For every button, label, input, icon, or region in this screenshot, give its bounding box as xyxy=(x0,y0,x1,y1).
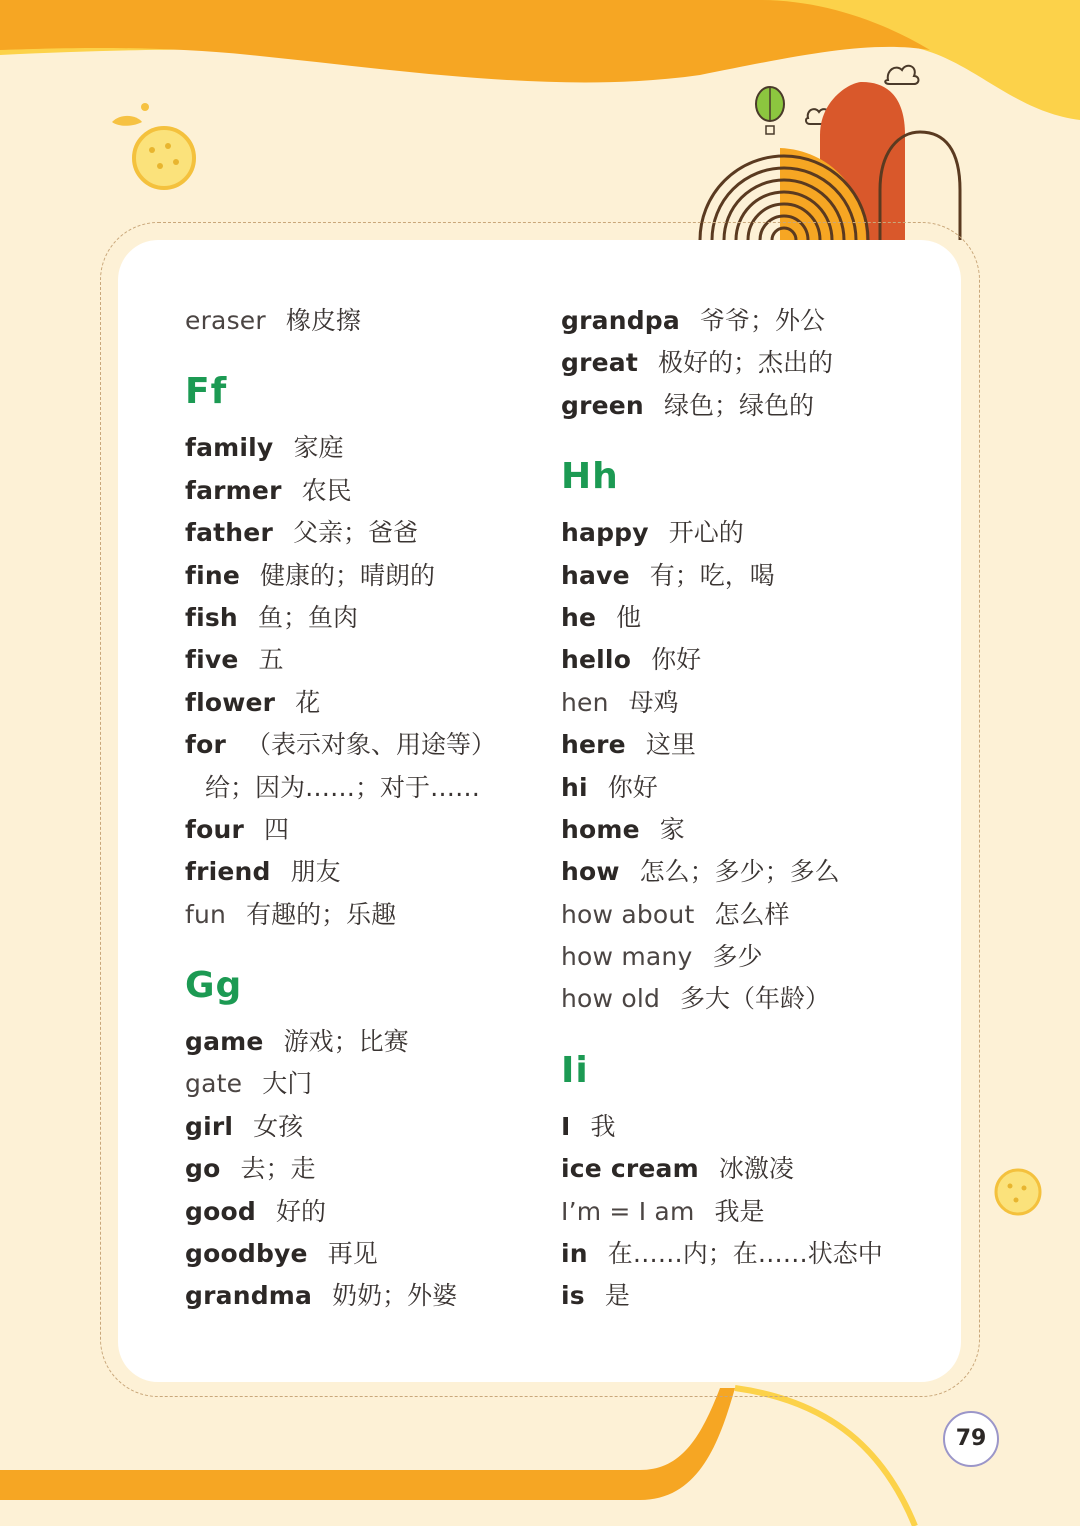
chinese-meaning: 女孩 xyxy=(253,1111,304,1141)
english-word: for xyxy=(185,730,226,760)
chinese-meaning: 我是 xyxy=(714,1196,765,1226)
english-word: girl xyxy=(185,1111,234,1141)
chinese-meaning: 健康的；晴朗的 xyxy=(260,560,436,590)
english-word: friend xyxy=(185,857,271,887)
vocab-entry-continuation xyxy=(185,767,530,809)
section-letter-heading: Hh xyxy=(561,456,619,498)
english-word: in xyxy=(561,1239,588,1269)
vocab-entry xyxy=(561,851,921,893)
chinese-meaning: 父亲；爸爸 xyxy=(292,518,418,548)
english-word: how old xyxy=(561,984,661,1014)
english-word: game xyxy=(185,1027,264,1057)
vocab-entry xyxy=(185,300,530,342)
chinese-meaning: 五 xyxy=(258,645,284,675)
english-word: fine xyxy=(185,560,240,590)
bottom-orange-band xyxy=(0,1388,735,1500)
chinese-meaning: 有趣的；乐趣 xyxy=(246,899,397,929)
vocab-entry xyxy=(185,1021,530,1063)
vocab-entry xyxy=(185,1233,530,1275)
chinese-meaning: 家庭 xyxy=(293,433,344,463)
english-word: fun xyxy=(185,899,227,929)
vocab-entry xyxy=(185,512,530,554)
vocab-entry xyxy=(185,809,530,851)
chinese-meaning: 农民 xyxy=(301,475,352,505)
english-word: grandma xyxy=(185,1281,313,1311)
english-word: five xyxy=(185,645,239,675)
vocab-entry xyxy=(561,809,921,851)
cloud-icon xyxy=(885,66,918,84)
chinese-meaning: 四 xyxy=(263,814,289,844)
chinese-meaning: 多大（年龄） xyxy=(680,984,831,1014)
english-word: happy xyxy=(561,518,649,548)
english-word: how xyxy=(561,857,620,887)
vocab-entry xyxy=(561,597,921,639)
vocab-entry xyxy=(185,597,530,639)
cookie-icon xyxy=(112,103,194,188)
vocab-entry xyxy=(185,1063,530,1105)
chinese-meaning: 开心的 xyxy=(668,518,744,548)
chinese-meaning: 绿色；绿色的 xyxy=(663,390,814,420)
english-word: is xyxy=(561,1281,585,1311)
chinese-meaning: （表示对象、用途等） xyxy=(245,730,496,760)
chinese-meaning: 怎么；多少；多么 xyxy=(639,857,840,887)
vocab-entry xyxy=(561,639,921,681)
english-word: great xyxy=(561,348,639,378)
section-letter-heading: Ff xyxy=(185,371,228,413)
english-word: hi xyxy=(561,772,588,802)
english-word: hen xyxy=(561,687,609,717)
top-orange-wave xyxy=(0,0,930,82)
vocabulary-column-right xyxy=(561,300,921,1318)
vocab-entry xyxy=(561,512,921,554)
english-word: good xyxy=(185,1196,256,1226)
chinese-meaning: 橡皮擦 xyxy=(285,306,361,335)
english-word: grandpa xyxy=(561,306,680,335)
chinese-meaning: 花 xyxy=(295,687,321,717)
english-word: green xyxy=(561,390,644,420)
bottom-yellow-curve xyxy=(735,1388,915,1526)
vocab-entry xyxy=(185,639,530,681)
vocab-entry xyxy=(561,894,921,936)
english-word: four xyxy=(185,814,244,844)
chinese-meaning: 有；吃，喝 xyxy=(649,560,775,590)
english-word: how many xyxy=(561,942,693,972)
chinese-meaning: 你好 xyxy=(607,772,658,802)
chinese-meaning: 他 xyxy=(616,602,642,632)
chinese-meaning: 朋友 xyxy=(290,857,341,887)
english-word: eraser xyxy=(185,306,266,335)
vocab-entry xyxy=(561,342,921,384)
vocabulary-column-left xyxy=(185,300,530,1318)
vocab-entry xyxy=(185,1275,530,1317)
english-word: gate xyxy=(185,1069,243,1099)
vocab-entry xyxy=(561,1106,921,1148)
chinese-meaning: 极好的；杰出的 xyxy=(658,348,834,378)
vocab-entry xyxy=(561,682,921,724)
section-letter-heading: Ii xyxy=(561,1049,589,1091)
english-word: hello xyxy=(561,645,632,675)
vocab-entry xyxy=(185,724,530,766)
vocab-entry xyxy=(561,936,921,978)
english-word: have xyxy=(561,560,630,590)
vocab-entry xyxy=(561,1275,921,1317)
chinese-meaning: 大门 xyxy=(262,1069,313,1099)
english-word: home xyxy=(561,814,640,844)
chinese-meaning: 给；因为……；对于…… xyxy=(205,772,481,802)
english-word: farmer xyxy=(185,475,282,505)
vocab-entry xyxy=(185,1106,530,1148)
vocab-entry xyxy=(185,682,530,724)
english-word: go xyxy=(185,1154,221,1184)
english-word: I xyxy=(561,1111,571,1141)
chinese-meaning: 游戏；比赛 xyxy=(283,1027,409,1057)
chinese-meaning: 家 xyxy=(659,814,685,844)
vocab-entry xyxy=(561,300,921,342)
chinese-meaning: 鱼；鱼肉 xyxy=(257,602,358,632)
english-word: here xyxy=(561,730,626,760)
vocab-entry xyxy=(185,894,530,936)
hot-air-balloon-icon xyxy=(756,87,784,134)
vocab-entry xyxy=(185,1191,530,1233)
vocab-entry xyxy=(561,978,921,1020)
vocab-entry xyxy=(185,470,530,512)
chinese-meaning: 再见 xyxy=(327,1239,378,1269)
english-word: flower xyxy=(185,687,276,717)
english-word: goodbye xyxy=(185,1239,308,1269)
english-word: he xyxy=(561,602,597,632)
chinese-meaning: 在……内；在……状态中 xyxy=(607,1239,883,1269)
vocab-entry xyxy=(185,1148,530,1190)
chinese-meaning: 我 xyxy=(590,1111,616,1141)
page-number: 79 xyxy=(943,1411,999,1467)
chinese-meaning: 你好 xyxy=(651,645,702,675)
small-cookie-icon xyxy=(996,1170,1040,1214)
vocab-entry xyxy=(561,385,921,427)
english-word: fish xyxy=(185,602,238,632)
vocab-entry xyxy=(561,555,921,597)
vocab-entry xyxy=(561,767,921,809)
chinese-meaning: 奶奶；外婆 xyxy=(332,1281,458,1311)
english-word: I’m = I am xyxy=(561,1196,695,1226)
vocab-entry xyxy=(185,427,530,469)
english-word: how about xyxy=(561,899,695,929)
chinese-meaning: 是 xyxy=(604,1281,630,1311)
vocab-entry xyxy=(561,1148,921,1190)
vocab-entry xyxy=(561,1191,921,1233)
chinese-meaning: 这里 xyxy=(645,730,696,760)
chinese-meaning: 去；走 xyxy=(240,1154,316,1184)
english-word: family xyxy=(185,433,274,463)
chinese-meaning: 好的 xyxy=(275,1196,326,1226)
vocab-entry xyxy=(561,1233,921,1275)
chinese-meaning: 母鸡 xyxy=(628,687,679,717)
section-letter-heading: Gg xyxy=(185,965,243,1007)
chinese-meaning: 怎么样 xyxy=(714,899,790,929)
vocab-entry xyxy=(561,724,921,766)
vocab-entry xyxy=(185,851,530,893)
chinese-meaning: 多少 xyxy=(712,942,763,972)
english-word: father xyxy=(185,518,273,548)
chinese-meaning: 爷爷；外公 xyxy=(699,306,825,335)
chinese-meaning: 冰激凌 xyxy=(718,1154,794,1184)
vocab-entry xyxy=(185,555,530,597)
english-word: ice cream xyxy=(561,1154,699,1184)
